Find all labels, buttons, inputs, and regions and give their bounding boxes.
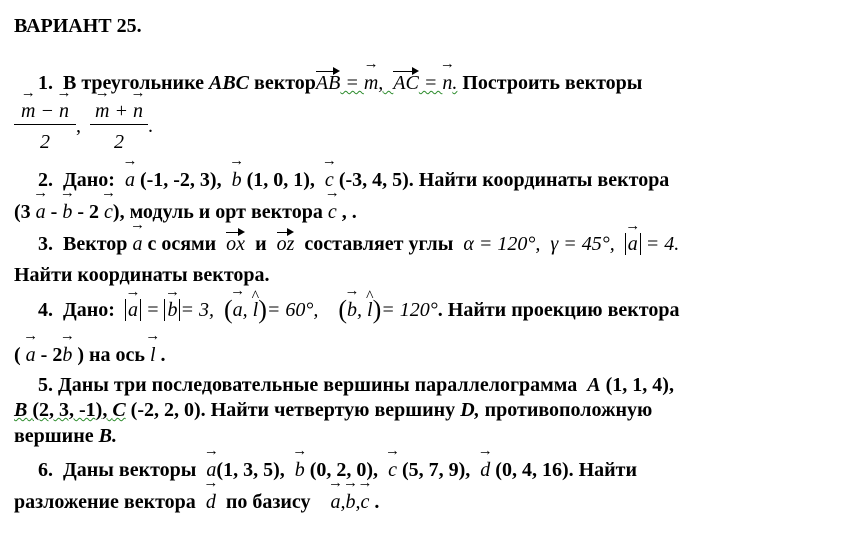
problem-6-line-2: разложение вектора → d по базису → a,→ b,→ c . [14,490,379,514]
problem-2-task: ), модуль и орт вектора [112,201,323,223]
problem-1-line-1 [38,71,642,95]
vector-b: → b [167,299,177,321]
problem-5-text: 5. Даны три последовательные вершины параллелограмма [38,374,578,396]
fraction-1-denominator: 2 [40,131,50,153]
problem-6-text: Даны векторы [63,459,197,481]
minus-2: - 2 [77,201,100,223]
problem-4-number: 4. [38,299,53,321]
problem-1-word: вектор [254,72,316,94]
problem-2-number: 2. [38,169,53,191]
vector-b: → b [62,343,72,367]
vector-m: → m [95,100,109,122]
vector-b: → b [295,458,305,482]
problem-1-number: 1. [38,72,53,94]
vertex-word: вершине [14,425,94,447]
vector-c: → c [328,200,337,224]
problem-4-axis-text: ) на ось [77,344,145,366]
vertices-bc [14,399,126,421]
axis-l-hat: ^ l [253,298,259,322]
triangle-label: ABC [208,72,250,94]
problem-3-number: 3. [38,233,53,255]
trailing: , . [341,201,357,223]
angle-a-l: = 60°, [266,299,319,321]
problem-1-text: В треугольнике [63,72,204,94]
vector-d: → d [480,458,490,482]
given-label: Дано: [63,299,115,321]
fraction-2-denominator: 2 [114,131,124,153]
modulus-eq: = 3, [180,299,214,321]
problem-4-line-1: 4. Дано: → a = → b = 3, (→ a, ^ l)= 60°, (→ b, ^ l)= 120°. Найти проекцию вектора [38,298,679,322]
minus-2: - 2 [40,344,63,366]
vector-c-coords: (5, 7, 9), [401,459,471,481]
axis-l-hat: ^ l [367,298,373,322]
problem-4-task: . Найти проекцию вектора [437,299,680,321]
problem-6-number: 6. [38,459,53,481]
axis-ox: ox [226,233,246,255]
problem-3-axes: с осями [147,233,217,255]
vector-ab: AB [315,72,341,94]
vertex-b-label: B [14,399,28,421]
problem-3-angles-text: составляет углы [304,233,454,255]
vector-n: → n [59,100,69,122]
vector-d-coords: (0, 4, 16). Найти [495,459,638,481]
fraction-m-plus-n [90,100,148,153]
problem-2-line-1 [38,168,669,192]
vector-a: → a [132,232,142,256]
variant-title: ВАРИАНТ 25. [14,15,142,37]
vertex-b-ref: B. [98,425,117,447]
vertex-d-label: D, [460,399,480,421]
vertex-a-coords: (1, 1, 4), [605,374,674,396]
vector-a: → a [125,168,135,192]
vector-a-coords: (1, 3, 5), [216,459,285,481]
vector-c-coords: (-3, 4, 5). Найти координаты вектора [338,169,670,191]
problem-5-task: Найти четвертую вершину [210,399,456,421]
problem-3-line-1 [38,232,679,256]
eq-m: = → m, [340,72,383,94]
expr-open: ( [14,344,21,366]
modulus-a [125,299,141,321]
vector-m: → m [364,71,378,95]
modulus-value: = 4. [645,233,680,255]
vector-a: → a [36,200,46,224]
vector-c: → c [104,200,113,224]
problem-5-opposite: противоположную [484,399,653,421]
vector-b: → b [232,168,242,192]
vector-a: → a [128,299,138,321]
fraction-1-numerator: → m − → n [14,100,76,125]
angle-b-l: = 120° [381,299,438,321]
vector-a-coords: (-1, -2, 3), [139,169,222,191]
vector-b-coords: (1, 0, 1), [246,169,315,191]
vector-d: → d [206,490,216,514]
and-word: и [255,233,267,255]
basis-text: по базису [225,491,311,513]
vector-ac: AC [393,72,419,94]
problem-5-line-3 [14,424,117,448]
expr-open: (3 [14,201,31,223]
alpha-value: α = 120°, [463,233,541,255]
fraction-m-minus-n [14,100,76,153]
problem-4-line-2: ( → a - 2→ b ) на ось → l . [14,343,166,367]
vector-b-coords: (0, 2, 0), [309,459,379,481]
eq-n: = → n. [419,72,458,94]
vector-b: → b [62,200,72,224]
vertex-a-label: A [587,374,601,396]
vector-a: → a [331,490,341,514]
minus: - [50,201,58,223]
fraction-2-numerator: → m + → n [90,100,148,125]
modulus-a [625,233,641,255]
vector-a: → a [26,343,36,367]
vector-b: → b [347,298,357,322]
vector-l: → l [150,343,156,367]
vector-c: → c [361,490,370,514]
vertex-c-coords: (-2, 2, 0). [130,399,206,421]
vector-c: → c [388,458,397,482]
vector-a: → a [206,458,216,482]
vector-c: → c [325,168,334,192]
problem-5-line-1 [38,373,674,397]
vector-a: → a [233,298,243,322]
problem-6-task: разложение вектора [14,491,196,513]
vector-n: → n [133,100,143,122]
vector-a: → a [628,233,638,255]
comma: , [76,115,81,137]
modulus-b [164,299,180,321]
gamma-value: γ = 45°, [550,233,615,255]
vector-m: → m [21,100,35,122]
given-label: Дано: [63,169,115,191]
vector-n: → n [442,71,452,95]
problem-3-line-2: Найти координаты вектора. [14,264,270,286]
vertex-c-label: C [112,399,126,421]
vertex-b-coords: (2, 3, -1), [32,399,108,421]
problem-1-task: Построить векторы [462,72,643,94]
axis-oz: oz [276,233,295,255]
problem-3-text: Вектор [63,233,128,255]
vector-b: → b [346,490,356,514]
problem-2-line-2 [14,200,357,224]
period: . [148,115,153,137]
problem-5-line-2 [14,398,652,422]
vector-equations [316,72,457,94]
